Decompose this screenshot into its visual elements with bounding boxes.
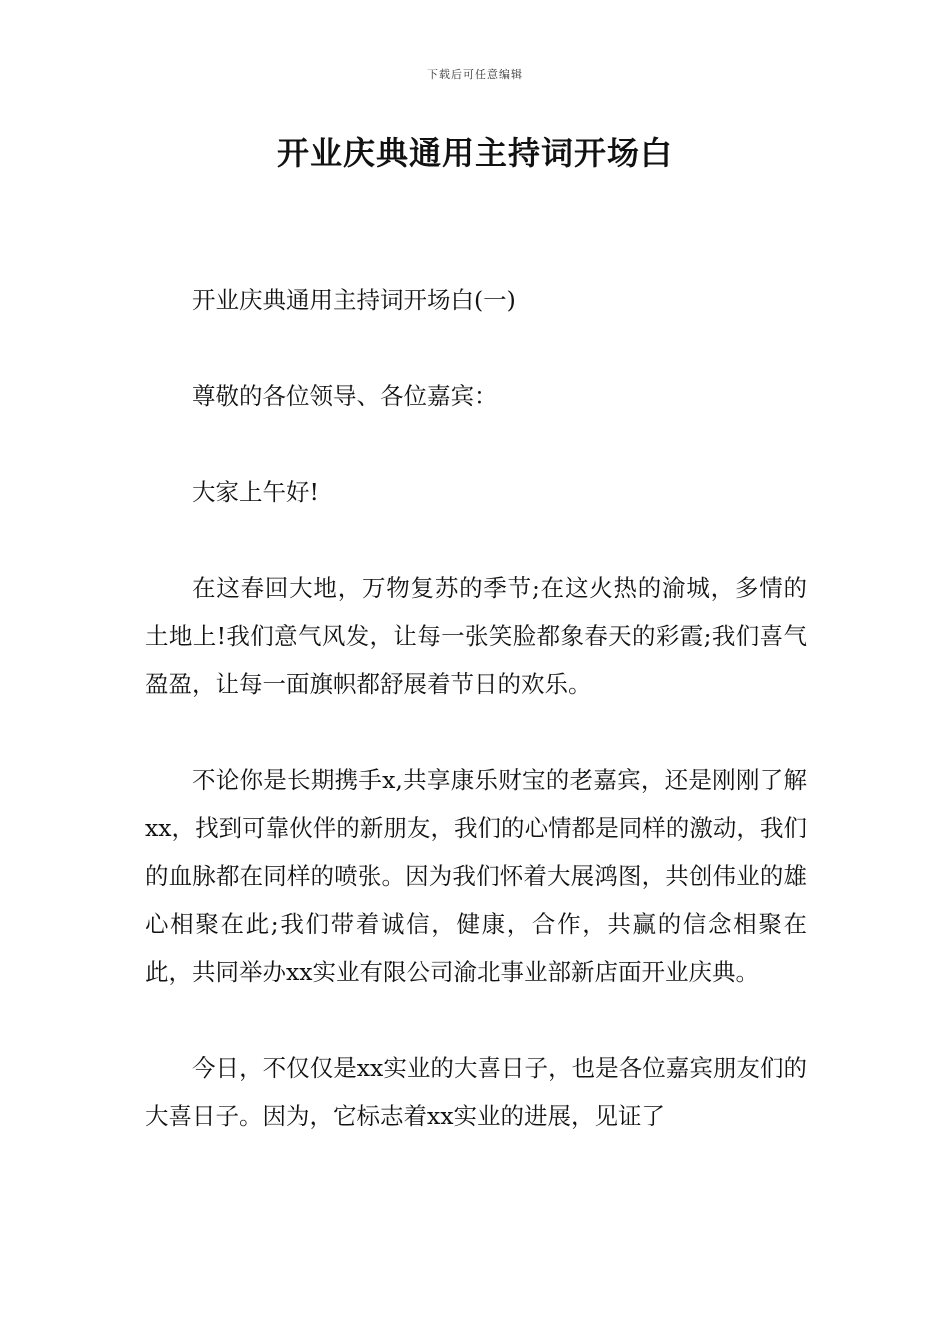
paragraph-salutation: 尊敬的各位领导、各位嘉宾： [192, 382, 498, 410]
paragraph-body-2: 不论你是长期携手x,共享康乐财宝的老嘉宾，还是刚刚了解xx，找到可靠伙伴的新朋友，我们的心情都是同样的激动，我们的血脉都在同样的喷张。因为我们怀着大展鸿图，共创伟业的雄心相聚在此;我们带着诚信，健康，合作，共赢的信念相聚在此，共同举办xx实业有限公司渝北事业部新店面开业庆典。 [145, 766, 807, 986]
document-body [145, 276, 807, 1140]
paragraph-body-3: 今日，不仅仅是xx实业的大喜日子，也是各位嘉宾朋友们的大喜日子。因为，它标志着xx实业的进展，见证了 [145, 1054, 807, 1130]
paragraph-greeting: 大家上午好! [192, 478, 319, 506]
document-title: 开业庆典通用主持词开场白 [276, 134, 673, 172]
header-note: 下载后可任意编辑 [427, 68, 523, 81]
paragraph-subtitle: 开业庆典通用主持词开场白(一) [192, 286, 516, 314]
paragraph-body-1: 在这春回大地，万物复苏的季节;在这火热的渝城，多情的土地上!我们意气风发，让每一张笑脸都象春天的彩霞;我们喜气盈盈，让每一面旗帜都舒展着节日的欢乐。 [145, 574, 807, 698]
